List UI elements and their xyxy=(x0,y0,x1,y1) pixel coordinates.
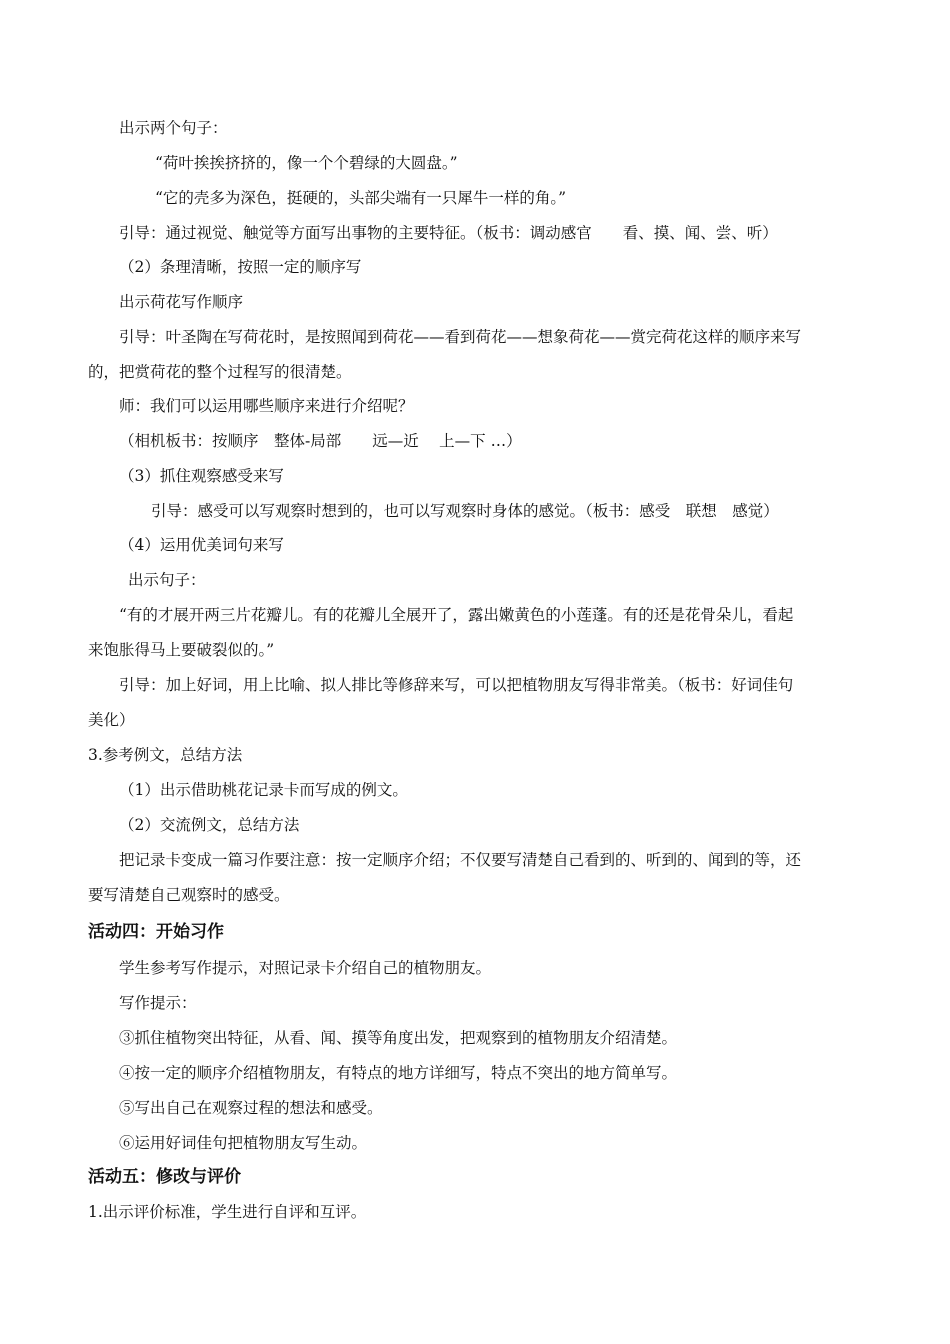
text-line: 出示荷花写作顺序 xyxy=(119,293,244,311)
quote-line: “荷叶挨挨挤挤的，像一个个碧绿的大圆盘。” xyxy=(155,154,458,172)
list-item: ⑤写出自己在观察过程的想法和感受。 xyxy=(119,1099,383,1117)
quote-line: “有的才展开两三片花瓣儿。有的花瓣儿全展开了，露出嫩黄色的小莲蓬。有的还是花骨朵儿，看起 xyxy=(119,606,794,624)
text-line: （3）抓住观察感受来写 xyxy=(119,467,284,485)
quote-line: 来饱胀得马上要破裂似的。” xyxy=(88,641,275,659)
text-line: （相机板书：按顺序 整体-局部 远—近 上—下 …） xyxy=(119,432,522,450)
text-line: 要写清楚自己观察时的感受。 xyxy=(88,886,290,904)
text-line: （2）交流例文，总结方法 xyxy=(119,816,300,834)
text-line: 学生参考写作提示，对照记录卡介绍自己的植物朋友。 xyxy=(119,959,492,977)
text-line: （2）条理清晰，按照一定的顺序写 xyxy=(119,258,362,276)
text-line: （4）运用优美词句来写 xyxy=(119,536,284,554)
text-line: 出示两个句子： xyxy=(119,119,228,137)
list-item: ③抓住植物突出特征，从看、闻、摸等角度出发，把观察到的植物朋友介绍清楚。 xyxy=(119,1029,678,1047)
text-line: 出示句子： xyxy=(128,571,206,589)
text-line: 把记录卡变成一篇习作要注意：按一定顺序介绍；不仅要写清楚自己看到的、听到的、闻到的等，还 xyxy=(119,851,802,869)
text-line: 引导：加上好词，用上比喻、拟人排比等修辞来写，可以把植物朋友写得非常美。（板书：好词佳句 xyxy=(119,676,794,694)
text-line: 的，把赏荷花的整个过程写的很清楚。 xyxy=(88,363,352,381)
text-line: 师：我们可以运用哪些顺序来进行介绍呢？ xyxy=(119,397,414,415)
quote-line: “它的壳多为深色，挺硬的，头部尖端有一只犀牛一样的角。” xyxy=(155,189,567,207)
text-line: 3.参考例文，总结方法 xyxy=(88,746,243,764)
section-heading: 活动五：修改与评价 xyxy=(88,1167,241,1187)
list-item: ⑥运用好词佳句把植物朋友写生动。 xyxy=(119,1134,368,1152)
text-line: 引导：叶圣陶在写荷花时，是按照闻到荷花——看到荷花——想象荷花——赏完荷花这样的顺序来写 xyxy=(119,328,802,346)
text-line: 写作提示： xyxy=(119,994,197,1012)
text-line: 引导：通过视觉、触觉等方面写出事物的主要特征。（板书：调动感官 看、摸、闻、尝、听） xyxy=(119,224,778,242)
list-item: ④按一定的顺序介绍植物朋友，有特点的地方详细写，特点不突出的地方简单写。 xyxy=(119,1064,678,1082)
text-line: （1）出示借助桃花记录卡而写成的例文。 xyxy=(119,781,408,799)
section-heading: 活动四：开始习作 xyxy=(88,922,224,942)
text-line: 1.出示评价标准，学生进行自评和互评。 xyxy=(88,1203,367,1221)
text-line: 引导：感受可以写观察时想到的，也可以写观察时身体的感觉。（板书：感受 联想 感觉） xyxy=(151,502,779,520)
text-line: 美化） xyxy=(88,711,135,729)
